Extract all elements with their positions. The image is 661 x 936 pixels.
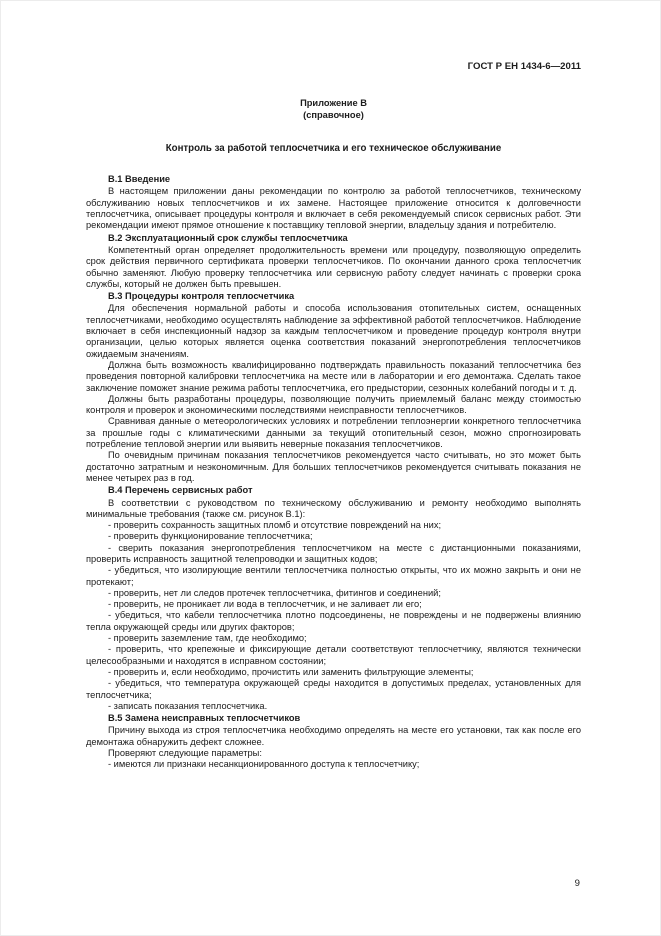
section <box>86 713 581 770</box>
list-item: - проверить и, если необходимо, прочистить или заменить фильтрующие элементы; <box>108 666 474 677</box>
section <box>86 174 581 231</box>
annex-type: (справочное) <box>303 109 364 120</box>
list-item: - проверить, не проникает ли вода в теплосчетчик, и не заливает ли его; <box>108 599 422 610</box>
paragraph: Для обеспечения нормальной работы и способа использования отопительных систем, оснащенных теплосчетчиками, необходимо осуществлять наблюдение за эффективной работой теплосчетчиков. Наблюдение включает в себя инспекционный надзор за каждым теплосчетчиком и проведение процедур контроля внутри организации, целью которых является оценка соответствия показаний энергопотребления теплосчетчиков ожидаемым значениям. <box>86 303 581 359</box>
paragraph: В настоящем приложении даны рекомендации по контролю за работой теплосчетчиков, техническому обслуживанию новых теплосчетчиков и их замене. Настоящее приложение относится к долговечности теплосчетчика, описывает процедуры контроля и включает в себя рекомендуемый список сервисных работ. Эти рекомендации имеют прямое отношение к поставщику тепловой энергии, владельцу здания и потребителю. <box>86 186 581 231</box>
annex-block <box>86 98 581 121</box>
paragraph: Проверяют следующие параметры: <box>108 748 262 759</box>
list-item: - проверить функционирование теплосчетчика; <box>108 531 313 542</box>
list-item: - проверить, нет ли следов протечек теплосчетчика, фитингов и соединений; <box>108 587 441 598</box>
paragraph: Должны быть разработаны процедуры, позволяющие получить приемлемый баланс между стоимостью контроля и проверок и экономическими последствиями неисправности теплосчетчиков. <box>86 393 581 416</box>
annex-label: Приложение В <box>300 98 367 109</box>
document-title: Контроль за работой теплосчетчика и его техническое обслуживание <box>165 142 502 154</box>
paragraph: Причину выхода из строя теплосчетчика необходимо определять на месте его установки, так как после его демонтажа обнаружить дефект сложнее. <box>86 725 581 747</box>
section <box>86 233 581 290</box>
paragraph: Компетентный орган определяет продолжительность времени или процедуру, позволяющую определить срок действия первичного сертификата проверки теплосчетчиков. По окончании данного срока теплосчетчик обычно заменяют. Любую проверку теплосчетчика или сервисную работу следует начинать с проверки срока службы, который не должен быть превышен. <box>86 244 581 289</box>
list-item: - убедиться, что изолирующие вентили теплосчетчика полностью открыты, что их можно закрыть и они не протекают; <box>86 565 581 587</box>
paragraph: Сравнивая данные о метеорологических условиях и потреблении теплоэнергии конкретного теплосчетчика за прошлые годы с климатическими данными за текущий отопительный сезон, можно спрогнозировать потребление тепловой энергии или выявить неверные показания теплосчетчиков. <box>86 416 581 450</box>
list-item: - проверить заземление там, где необходимо; <box>108 633 307 644</box>
list-item: - имеются ли признаки несанкционированного доступа к теплосчетчику; <box>108 759 420 770</box>
document-body <box>86 174 581 770</box>
list-item: - сверить показания энергопотребления теплосчетчиком на месте с дистанционными показаниями, проверить исправность защитной телепроводки и защитных кодов; <box>86 542 581 564</box>
doc-code: ГОСТ Р ЕН 1434-6—2011 <box>467 61 581 72</box>
section <box>86 291 581 484</box>
paragraph: В соответствии с руководством по техническому обслуживанию и ремонту необходимо выполнять минимальные требования (также см. рисунок В.1): <box>86 497 581 519</box>
list-item: - убедиться, что температура окружающей среды находится в допустимых пределах, установленных для теплосчетчика; <box>86 678 581 700</box>
section-heading: В.3 Процедуры контроля теплосчетчика <box>108 291 295 302</box>
list-item: - записать показания теплосчетчика. <box>108 700 268 711</box>
paragraph: Должна быть возможность квалифицированно подтверждать правильность показаний теплосчетчика без проведения повторной калибровки теплосчетчика на месте или в лаборатории и его демонтажа. Сделать такое заключение поможет знание режима работы теплосчетчика, его предыстории, сезонных колебаний погоды и т. д. <box>86 359 581 393</box>
section <box>86 485 581 712</box>
section-heading: В.5 Замена неисправных теплосчетчиков <box>108 713 301 724</box>
list-item: - проверить сохранность защитных пломб и отсутствие повреждений на них; <box>108 520 442 531</box>
paragraph: По очевидным причинам показания теплосчетчиков рекомендуется часто считывать, но это может быть достаточно затратным и неэкономичным. Для больших теплосчетчиков рекомендуется считывать показания не менее четырех раз в год. <box>86 450 581 483</box>
section-heading: В.2 Эксплуатационный срок службы теплосчетчика <box>108 232 348 243</box>
list-item: - убедиться, что кабели теплосчетчика плотно подсоединены, не повреждены и не подвержены влиянию тепла окружающей среды или других факторов; <box>86 610 581 632</box>
list-item: - проверить, что крепежные и фиксирующие детали соответствуют теплосчетчику, являются технически целесообразными и находятся в исправном состоянии; <box>86 644 581 666</box>
page-number: 9 <box>574 877 580 889</box>
section-heading: В.1 Введение <box>108 174 171 185</box>
section-heading: В.4 Перечень сервисных работ <box>108 485 253 496</box>
